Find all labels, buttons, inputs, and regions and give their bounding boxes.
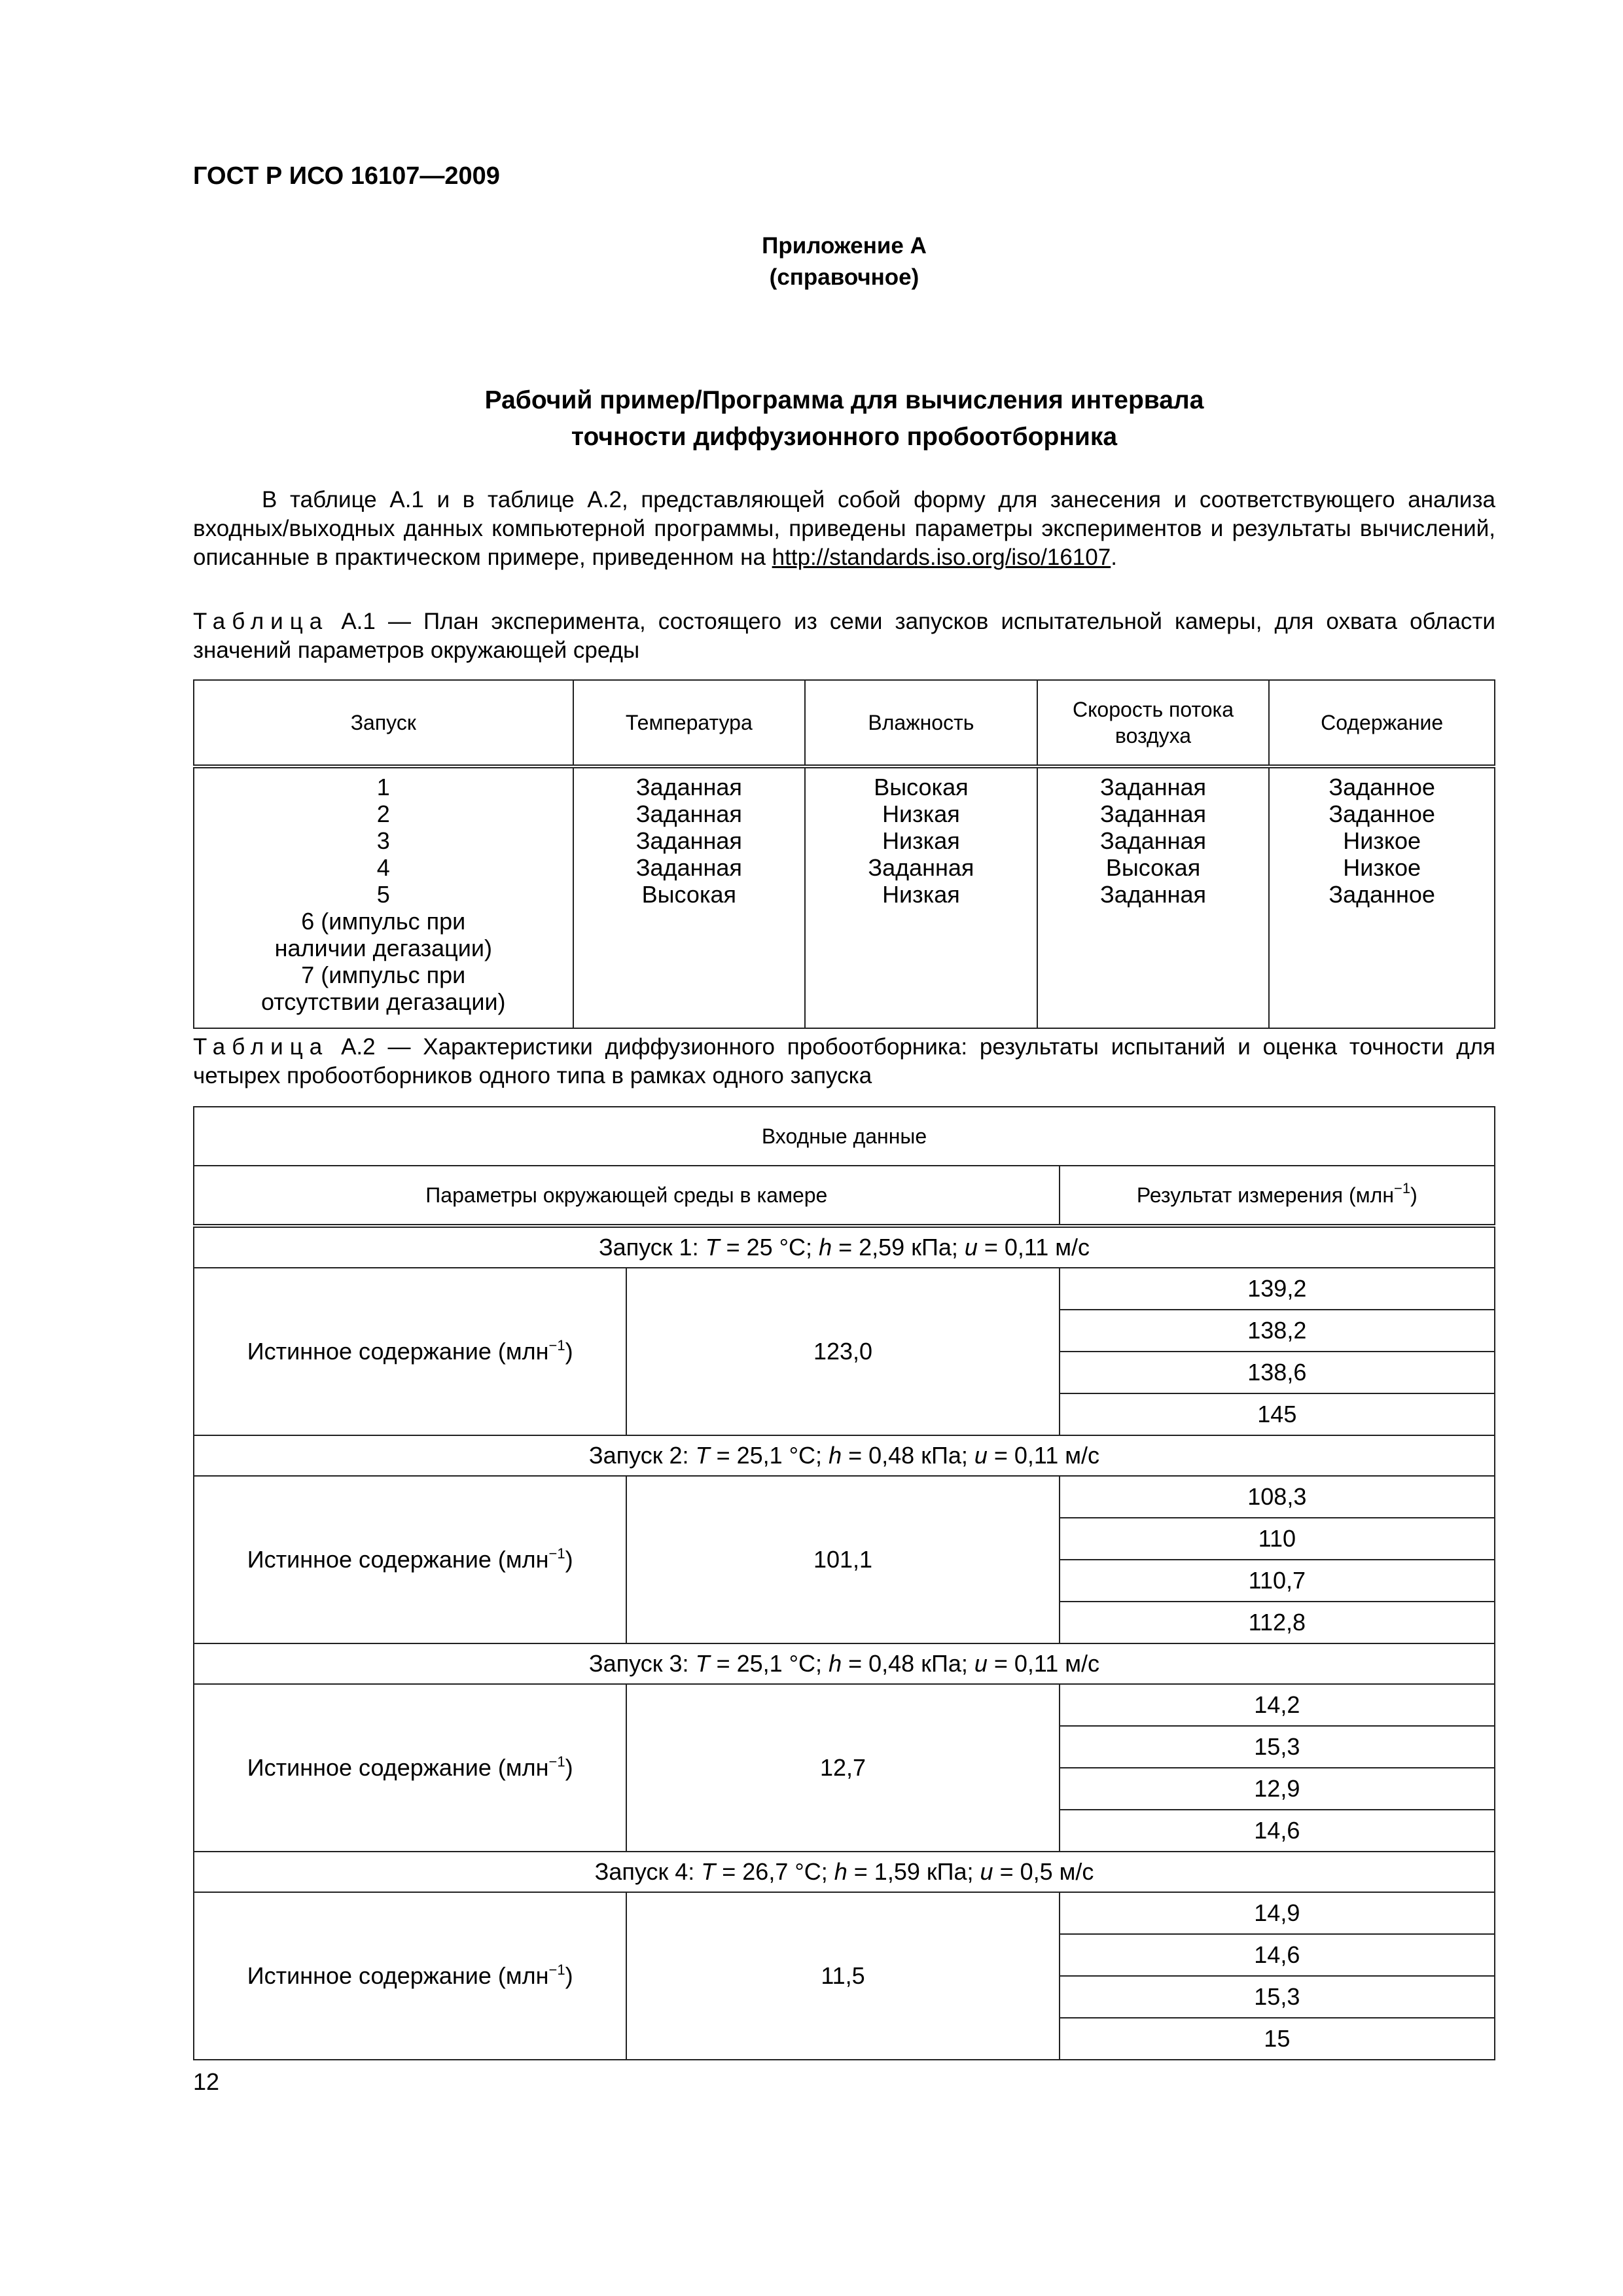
run-header: Запуск 1: T = 25 °C; h = 2,59 кПа; u = 0,11 м/с bbox=[194, 1226, 1495, 1268]
measurement-result: 15 bbox=[1060, 2018, 1495, 2060]
table-a2-caption bbox=[193, 1033, 1495, 1090]
environment-header: Параметры окружающей среды в камере bbox=[194, 1166, 1060, 1226]
annex-heading bbox=[0, 230, 1623, 293]
table-a1-temperature-column: Заданная Заданная Заданная Заданная Высокая bbox=[573, 766, 806, 1028]
measurement-result: 14,9 bbox=[1060, 1892, 1495, 1934]
measurement-result: 110,7 bbox=[1060, 1560, 1495, 1602]
table-a1-run-column: 1 2 3 4 5 6 (импульс при наличии дегазации) 7 (импульс при отсутствии дегазации) bbox=[194, 766, 573, 1028]
measurement-result: 12,9 bbox=[1060, 1768, 1495, 1810]
table-a1-header-cell: Влажность bbox=[805, 680, 1037, 766]
document-header: ГОСТ Р ИСО 16107—2009 bbox=[193, 162, 500, 190]
table-a1-header-cell: Содержание bbox=[1269, 680, 1495, 766]
true-content-value: 123,0 bbox=[626, 1268, 1059, 1435]
result-header: Результат измерения (млн$^{-1}$) bbox=[1060, 1166, 1495, 1226]
measurement-result: 108,3 bbox=[1060, 1476, 1495, 1518]
true-content-value: 11,5 bbox=[626, 1892, 1059, 2060]
table-a2-caption-text: А.2 — Характеристики диффузионного пробоотборника: результаты испытаний и оценка точности для четырех пробоотборников одного типа в рамках одного запуска bbox=[193, 1034, 1495, 1088]
true-content-label: Истинное содержание (млн$^{-1}$) bbox=[194, 1268, 626, 1435]
intro-text: В таблице А.1 и в таблице А.2, представляющей собой форму для занесения и соответствующего анализа входных/выходных данных компьютерной программы, приведены параметры экспериментов и результаты вычислений, описанные в практическом примере, приведенном на bbox=[193, 487, 1495, 570]
measurement-result: 14,6 bbox=[1060, 1934, 1495, 1976]
measurement-result: 110 bbox=[1060, 1518, 1495, 1560]
table-a1 bbox=[193, 679, 1495, 1029]
true-content-value: 101,1 bbox=[626, 1476, 1059, 1643]
table-a2-caption-label: Таблица bbox=[193, 1034, 329, 1060]
section-title bbox=[0, 382, 1623, 456]
run-header: Запуск 3: T = 25,1 °C; h = 0,48 кПа; u = 0,11 м/с bbox=[194, 1643, 1495, 1684]
true-content-label: Истинное содержание (млн$^{-1}$) bbox=[194, 1892, 626, 2060]
measurement-result: 15,3 bbox=[1060, 1976, 1495, 2018]
page-number: 12 bbox=[193, 2068, 220, 2095]
table-a1-caption-label: Таблица bbox=[193, 609, 329, 634]
true-content-label: Истинное содержание (млн$^{-1}$) bbox=[194, 1684, 626, 1852]
true-content-label: Истинное содержание (млн$^{-1}$) bbox=[194, 1476, 626, 1643]
annex-title: Приложение А bbox=[762, 233, 927, 259]
measurement-result: 145 bbox=[1060, 1393, 1495, 1435]
table-a1-humidity-column: Высокая Низкая Низкая Заданная Низкая bbox=[805, 766, 1037, 1028]
section-title-line-2: точности диффузионного пробоотборника bbox=[571, 423, 1118, 451]
measurement-result: 14,2 bbox=[1060, 1684, 1495, 1726]
measurement-result: 14,6 bbox=[1060, 1810, 1495, 1852]
measurement-result: 138,2 bbox=[1060, 1310, 1495, 1352]
table-a2 bbox=[193, 1106, 1495, 2060]
run-header: Запуск 4: T = 26,7 °C; h = 1,59 кПа; u = 0,5 м/с bbox=[194, 1852, 1495, 1892]
input-data-header: Входные данные bbox=[194, 1107, 1495, 1166]
measurement-result: 15,3 bbox=[1060, 1726, 1495, 1768]
table-a1-caption-text: А.1 — План эксперимента, состоящего из семи запусков испытательной камеры, для охвата области значений параметров окружающей среды bbox=[193, 609, 1495, 663]
table-a1-header-cell: Температура bbox=[573, 680, 806, 766]
intro-paragraph: В таблице А.1 и в таблице А.2, представляющей собой форму для занесения и соответствующего анализа входных/выходных данных компьютерной программы, приведены параметры экспериментов и результаты вычислений, описанные в практическом примере, приведенном на http://standards.iso.org/iso/16107. bbox=[193, 487, 1495, 570]
table-a1-content-column: Заданное Заданное Низкое Низкое Заданное bbox=[1269, 766, 1495, 1028]
run-header: Запуск 2: T = 25,1 °C; h = 0,48 кПа; u = 0,11 м/с bbox=[194, 1435, 1495, 1476]
annex-subtitle: (справочное) bbox=[769, 264, 919, 290]
table-a1-airflow-column: Заданная Заданная Заданная Высокая Заданная bbox=[1037, 766, 1270, 1028]
true-content-value: 12,7 bbox=[626, 1684, 1059, 1852]
iso-link[interactable]: http://standards.iso.org/iso/16107 bbox=[772, 545, 1111, 570]
measurement-result: 112,8 bbox=[1060, 1602, 1495, 1643]
table-a1-header-cell: Скорость потока воздуха bbox=[1037, 680, 1270, 766]
measurement-result: 139,2 bbox=[1060, 1268, 1495, 1310]
measurement-result: 138,6 bbox=[1060, 1352, 1495, 1393]
section-title-line-1: Рабочий пример/Программа для вычисления интервала bbox=[484, 386, 1204, 414]
table-a1-caption bbox=[193, 607, 1495, 665]
table-a1-header-cell: Запуск bbox=[194, 680, 573, 766]
